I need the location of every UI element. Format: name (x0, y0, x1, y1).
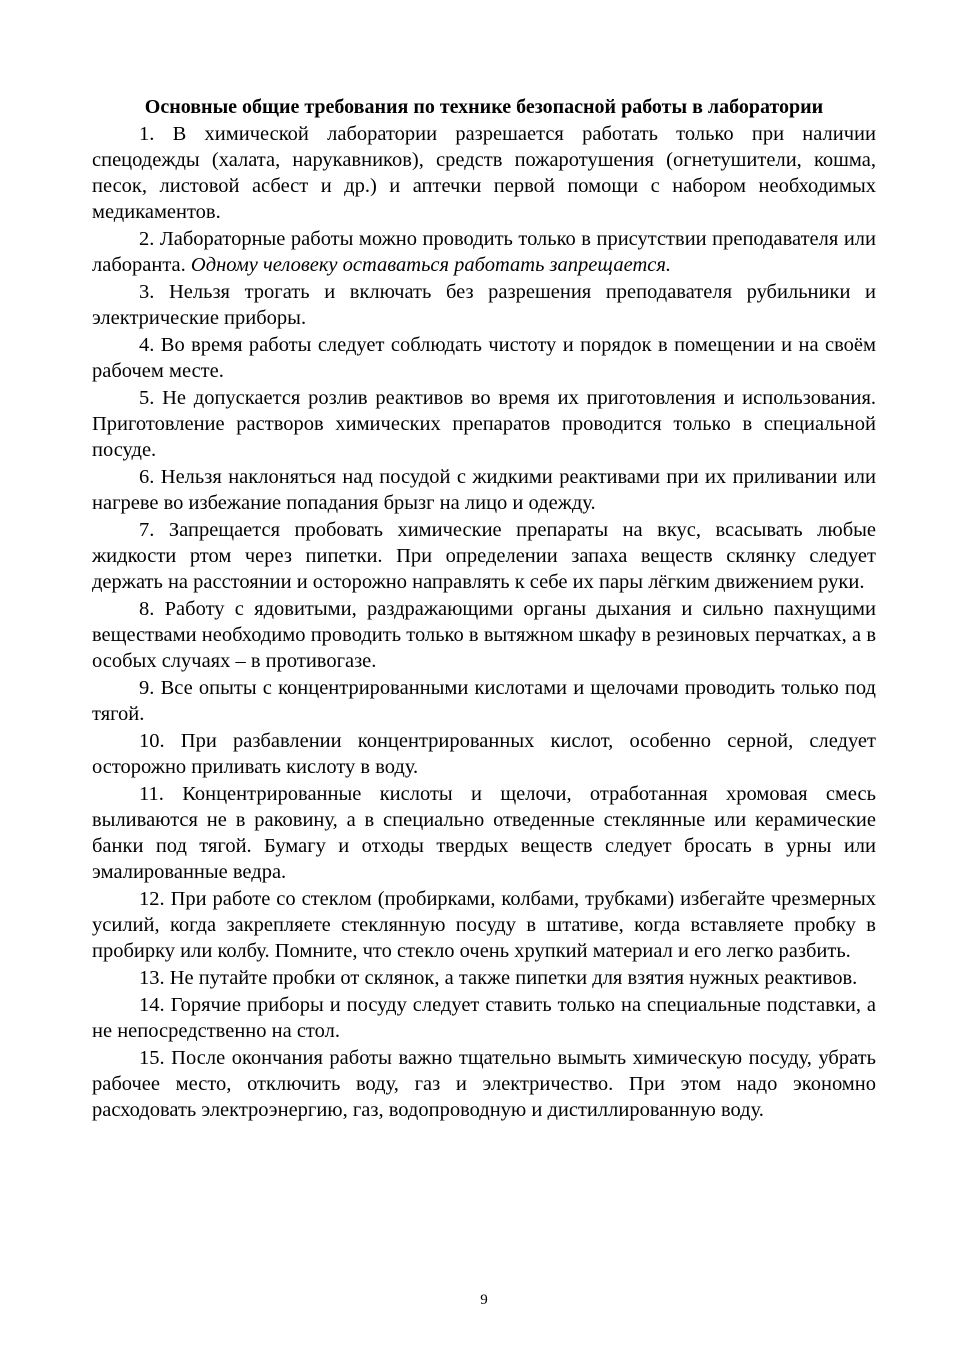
paragraph-9: 9. Все опыты с концентрированными кислотами и щелочами проводить только под тягой. (92, 677, 876, 725)
document-page (92, 94, 876, 1124)
paragraph-10: 10. При разбавлении концентрированных кислот, особенно серной, следует осторожно приливать кислоту в воду. (92, 730, 876, 778)
paragraph-3: 3. Нельзя трогать и включать без разрешения преподавателя рубильники и электрические приборы. (92, 281, 876, 329)
paragraph-5: 5. Не допускается розлив реактивов во время их приготовления и использования. Приготовление растворов химических препаратов проводится только в специальной посуде. (92, 387, 876, 461)
paragraph-6: 6. Нельзя наклоняться над посудой с жидкими реактивами при их приливании или нагреве во избежание попадания брызг на лицо и одежду. (92, 466, 876, 514)
paragraph-15: 15. После окончания работы важно тщательно вымыть химическую посуду, убрать рабочее место, отключить воду, газ и электричество. При этом надо экономно расходовать электроэнергию, газ, водопроводную и дистиллированную воду. (92, 1047, 876, 1121)
paragraph-7: 7. Запрещается пробовать химические препараты на вкус, всасывать любые жидкости ртом через пипетки. При определении запаха веществ склянку следует держать на расстоянии и осторожно направлять к себе их пары лёгким движением руки. (92, 519, 876, 593)
page-number: 9 (480, 1292, 488, 1308)
italic-warning: Одному человеку оставаться работать запрещается. (190, 254, 671, 276)
paragraph-12: 12. При работе со стеклом (пробирками, колбами, трубками) избегайте чрезмерных усилий, когда закрепляете стеклянную посуду в штативе, когда вставляете пробку в пробирку или колбу. Помните, что стекло очень хрупкий материал и его легко разбить. (92, 888, 876, 962)
paragraph-14: 14. Горячие приборы и посуду следует ставить только на специальные подставки, а не непосредственно на стол. (92, 994, 876, 1042)
paragraph-1: 1. В химической лаборатории разрешается работать только при наличии спецодежды (халата, нарукавников), средств пожаротушения (огнетушители, кошма, песок, листовой асбест и др.) и аптечки первой помощи с набором необходимых медикаментов. (92, 123, 876, 223)
paragraph-13: 13. Не путайте пробки от склянок, а также пипетки для взятия нужных реактивов. (139, 967, 858, 989)
paragraph-4: 4. Во время работы следует соблюдать чистоту и порядок в помещении и на своём рабочем месте. (92, 334, 876, 382)
paragraph-8: 8. Работу с ядовитыми, раздражающими органы дыхания и сильно пахнущими веществами необходимо проводить только в вытяжном шкафу в резиновых перчатках, а в особых случаях – в противогазе. (92, 598, 876, 672)
paragraph-11: 11. Концентрированные кислоты и щелочи, отработанная хромовая смесь выливаются не в раковину, а в специально отведенные стеклянные или керамические банки под тягой. Бумагу и отходы твердых веществ следует бросать в урны или эмалированные ведра. (92, 783, 876, 883)
page-title: Основные общие требования по технике безопасной работы в лаборатории (144, 96, 824, 118)
paragraph-2: 2. Лабораторные работы можно проводить только в присутствии преподавателя или лаборанта. Одному человеку оставаться работать запрещается. (92, 228, 876, 276)
